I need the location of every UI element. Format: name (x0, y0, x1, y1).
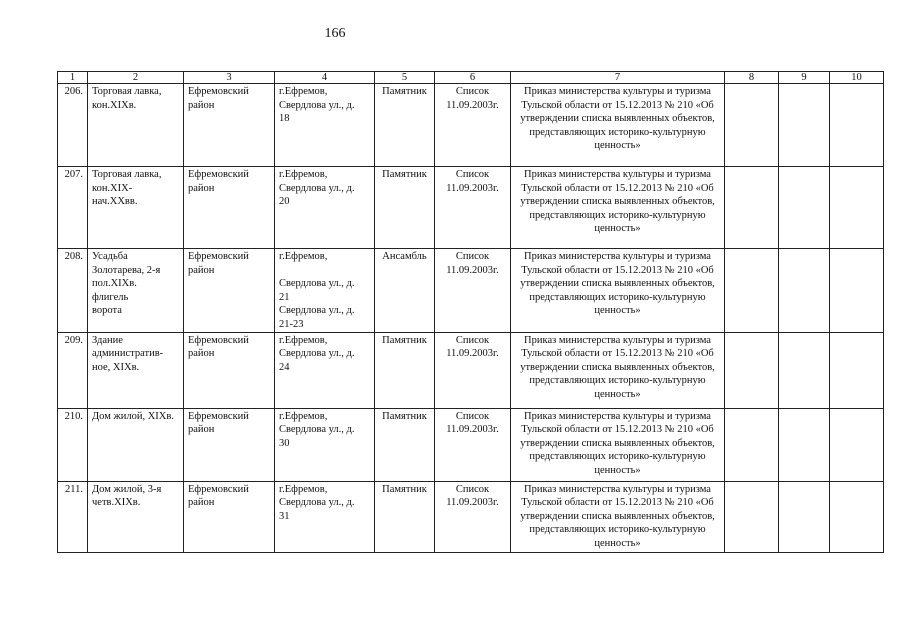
district: Ефремовский район (184, 332, 275, 408)
object-type: Памятник (375, 84, 435, 167)
list-date: Список 11.09.2003г. (435, 167, 511, 249)
column-10-cell (830, 408, 884, 481)
order-document: Приказ министерства культуры и туризма Тульской области от 15.12.2013 № 210 «Об утверждении списка выявленных объектов, представляющих историко-культурную ценность» (511, 249, 725, 333)
column-8-cell (725, 84, 779, 167)
order-document: Приказ министерства культуры и туризма Тульской области от 15.12.2013 № 210 «Об утверждении списка выявленных объектов, представляющих историко-культурную ценность» (511, 332, 725, 408)
list-date: Список 11.09.2003г. (435, 481, 511, 552)
column-header-8: 8 (725, 72, 779, 84)
page-number: 166 (324, 26, 346, 41)
object-type: Памятник (375, 408, 435, 481)
column-10-cell (830, 84, 884, 167)
table-row (58, 408, 884, 481)
column-header-9: 9 (779, 72, 830, 84)
column-10-cell (830, 481, 884, 552)
column-8-cell (725, 408, 779, 481)
list-date: Список 11.09.2003г. (435, 249, 511, 333)
address: г.Ефремов, Свердлова ул., д. 31 (275, 481, 375, 552)
row-number: 209. (58, 332, 88, 408)
column-header-address: 4 (275, 72, 375, 84)
column-9-cell (779, 332, 830, 408)
column-10-cell (830, 249, 884, 333)
list-date: Список 11.09.2003г. (435, 332, 511, 408)
order-document: Приказ министерства культуры и туризма Тульской области от 15.12.2013 № 210 «Об утверждении списка выявленных объектов, представляющих историко-культурную ценность» (511, 84, 725, 167)
table-row (58, 249, 884, 333)
column-10-cell (830, 167, 884, 249)
row-number: 210. (58, 408, 88, 481)
column-header-10: 10 (830, 72, 884, 84)
object-name: Дом жилой, 3-я четв.XIXв. (88, 481, 184, 552)
column-header-name: 2 (88, 72, 184, 84)
order-document: Приказ министерства культуры и туризма Тульской области от 15.12.2013 № 210 «Об утверждении списка выявленных объектов, представляющих историко-культурную ценность» (511, 481, 725, 552)
column-header-no: 1 (58, 72, 88, 84)
object-type: Памятник (375, 167, 435, 249)
row-number: 211. (58, 481, 88, 552)
column-9-cell (779, 481, 830, 552)
order-document: Приказ министерства культуры и туризма Тульской области от 15.12.2013 № 210 «Об утверждении списка выявленных объектов, представляющих историко-культурную ценность» (511, 167, 725, 249)
address: г.Ефремов, Свердлова ул., д. 30 (275, 408, 375, 481)
object-name: Торговая лавка, кон.XIXв. (88, 84, 184, 167)
column-10-cell (830, 332, 884, 408)
table-row (58, 84, 884, 167)
district: Ефремовский район (184, 167, 275, 249)
table-row (58, 481, 884, 552)
column-8-cell (725, 332, 779, 408)
column-9-cell (779, 84, 830, 167)
object-name: Здание административ- ное, XIXв. (88, 332, 184, 408)
row-number: 208. (58, 249, 88, 333)
district: Ефремовский район (184, 408, 275, 481)
table-row (58, 167, 884, 249)
column-header-district: 3 (184, 72, 275, 84)
column-header-list: 6 (435, 72, 511, 84)
heritage-registry-table (57, 71, 884, 553)
address: г.Ефремов, Свердлова ул., д. 18 (275, 84, 375, 167)
object-name: Дом жилой, XIXв. (88, 408, 184, 481)
object-type: Памятник (375, 481, 435, 552)
column-9-cell (779, 249, 830, 333)
address: г.Ефремов, Свердлова ул., д. 24 (275, 332, 375, 408)
object-name: Усадьба Золотарева, 2-я пол.XIXв. флигель ворота (88, 249, 184, 333)
address: г.Ефремов, Свердлова ул., д. 20 (275, 167, 375, 249)
column-9-cell (779, 167, 830, 249)
header-row (58, 72, 884, 84)
column-8-cell (725, 167, 779, 249)
column-header-type: 5 (375, 72, 435, 84)
column-header-document: 7 (511, 72, 725, 84)
object-type: Памятник (375, 332, 435, 408)
district: Ефремовский район (184, 84, 275, 167)
row-number: 206. (58, 84, 88, 167)
table-row (58, 332, 884, 408)
object-type: Ансамбль (375, 249, 435, 333)
column-8-cell (725, 249, 779, 333)
column-8-cell (725, 481, 779, 552)
district: Ефремовский район (184, 481, 275, 552)
object-name: Торговая лавка, кон.XIX- нач.XXвв. (88, 167, 184, 249)
district: Ефремовский район (184, 249, 275, 333)
column-9-cell (779, 408, 830, 481)
list-date: Список 11.09.2003г. (435, 84, 511, 167)
order-document: Приказ министерства культуры и туризма Тульской области от 15.12.2013 № 210 «Об утверждении списка выявленных объектов, представляющих историко-культурную ценность» (511, 408, 725, 481)
row-number: 207. (58, 167, 88, 249)
list-date: Список 11.09.2003г. (435, 408, 511, 481)
address: г.Ефремов, Свердлова ул., д. 21 Свердлова ул., д. 21-23 (275, 249, 375, 333)
